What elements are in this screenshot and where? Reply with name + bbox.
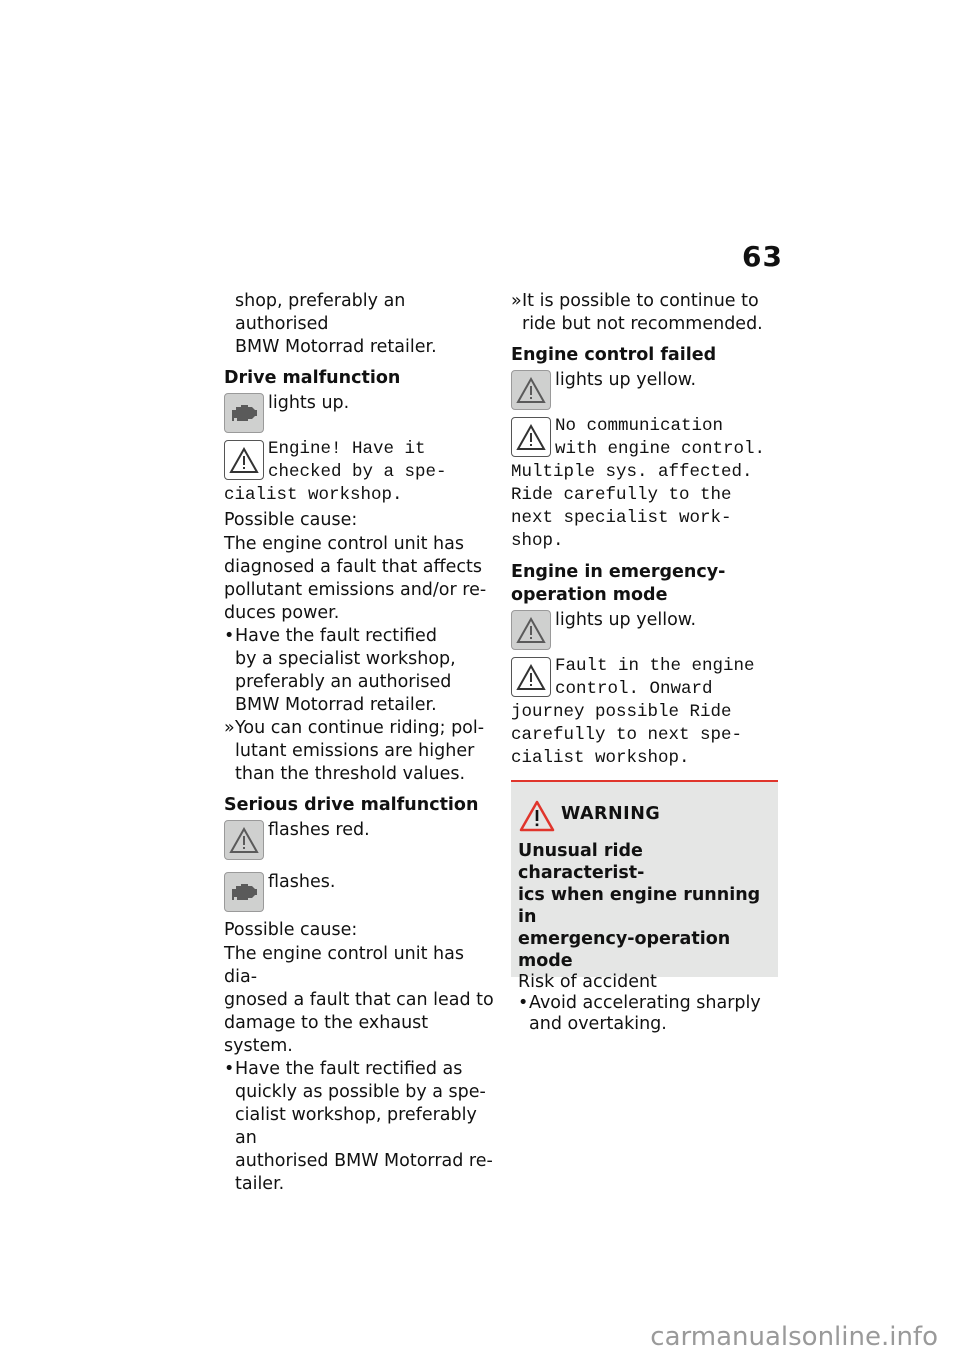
text-line: ride but not recommended. <box>522 314 763 334</box>
engine-indicator-row <box>224 871 494 911</box>
text-line: The engine control unit has dia- <box>224 944 464 987</box>
text-line: damage to the exhaust system. <box>224 1013 429 1056</box>
engine-check-icon <box>224 393 264 433</box>
warning-triangle-outline-icon <box>224 440 264 480</box>
text-line: and overtaking. <box>529 1014 667 1034</box>
action-bullet <box>224 625 494 717</box>
text-line: Have the fault rectified as <box>235 1059 463 1079</box>
text-line: by a specialist workshop, <box>235 649 456 669</box>
text-line: preferably an authorised <box>235 672 452 692</box>
bullet-mark: • <box>224 1059 235 1079</box>
text-line: You can continue riding; pol- <box>235 718 485 738</box>
warning-triangle-red-icon <box>519 800 555 836</box>
action-bullet <box>518 993 773 1035</box>
message-line: No communication <box>555 416 724 436</box>
heading-line: ics when engine running in <box>518 885 761 927</box>
text-line: cialist workshop, preferably an <box>235 1105 477 1148</box>
bullet-mark: • <box>518 993 529 1013</box>
indicator-text: lights up. <box>268 393 350 413</box>
watermark: carmanualsonline.info <box>650 1322 938 1352</box>
text-line: It is possible to continue to <box>522 291 759 311</box>
message-line: cialist workshop. <box>511 748 690 768</box>
text-line: quickly as possible by a spe- <box>235 1082 486 1102</box>
text-line: tailer. <box>235 1174 285 1194</box>
indicator-text: flashes red. <box>268 820 370 840</box>
warning-indicator-row <box>224 819 494 859</box>
warning-body <box>518 840 773 1035</box>
text-line: lutant emissions are higher <box>235 741 475 761</box>
message-line: control. Onward <box>555 679 713 699</box>
continued-text <box>224 290 494 359</box>
text-line: diagnosed a fault that affects <box>224 557 482 577</box>
engine-control-failed-heading: Engine control failed <box>511 345 717 365</box>
indicator-text: lights up yellow. <box>555 610 697 630</box>
message-line: shop. <box>511 531 564 551</box>
text-line: Avoid accelerating sharply <box>529 993 761 1013</box>
message-line: cialist workshop. <box>224 485 403 505</box>
warning-box <box>511 780 778 1034</box>
text-line: pollutant emissions and/or re- <box>224 580 487 600</box>
message-line: checked by a spe- <box>268 462 447 482</box>
cause-text <box>224 533 494 625</box>
warning-title: WARNING <box>561 804 661 824</box>
message-line: next specialist work- <box>511 508 732 528</box>
text-line: The engine control unit has <box>224 534 464 554</box>
result-mark: » <box>224 718 235 738</box>
warning-triangle-outline-icon <box>511 657 551 697</box>
warning-triangle-grey-icon <box>511 370 551 410</box>
result-item <box>224 717 494 786</box>
display-message <box>224 438 494 507</box>
message-line: with engine control. <box>555 439 766 459</box>
cause-label: Possible cause: <box>224 510 358 530</box>
message-line: journey possible Ride <box>511 702 732 722</box>
heading-line: emergency-operation mode <box>518 929 731 971</box>
heading-line: operation mode <box>511 585 668 605</box>
indicator-text: lights up yellow. <box>555 370 697 390</box>
emergency-mode-heading <box>511 561 781 607</box>
cause-text <box>224 943 494 1058</box>
warning-triangle-grey-icon <box>511 610 551 650</box>
left-column <box>224 290 494 1196</box>
warning-indicator-row <box>511 609 781 649</box>
engine-indicator-row <box>224 392 494 432</box>
message-line: Engine! Have it <box>268 439 426 459</box>
heading-line: Engine in emergency- <box>511 562 726 582</box>
action-bullet <box>224 1058 494 1196</box>
message-line: carefully to next spe- <box>511 725 743 745</box>
result-mark: » <box>511 291 522 311</box>
display-message <box>511 655 781 770</box>
warning-triangle-grey-icon <box>224 820 264 860</box>
display-message <box>511 415 781 553</box>
heading-line: Unusual ride characterist- <box>518 841 645 883</box>
message-line: Fault in the engine <box>555 656 755 676</box>
cause-label: Possible cause: <box>224 920 358 940</box>
message-line: Ride carefully to the <box>511 485 732 505</box>
text-line: than the threshold values. <box>235 764 466 784</box>
text-line: BMW Motorrad retailer. <box>235 695 437 715</box>
warning-triangle-outline-icon <box>511 417 551 457</box>
text-line: Have the fault rectified <box>235 626 437 646</box>
risk-text: Risk of accident <box>518 972 657 992</box>
engine-check-icon <box>224 872 264 912</box>
bullet-mark: • <box>224 626 235 646</box>
right-column <box>511 290 781 770</box>
warning-indicator-row <box>511 369 781 409</box>
text-line: authorised BMW Motorrad re- <box>235 1151 493 1171</box>
result-item <box>511 290 781 336</box>
message-line: Multiple sys. affected. <box>511 462 753 482</box>
text-line: gnosed a fault that can lead to <box>224 990 494 1010</box>
text-line: shop, preferably an authorised <box>235 291 406 334</box>
text-line: duces power. <box>224 603 340 623</box>
serious-malfunction-heading: Serious drive malfunction <box>224 795 479 815</box>
drive-malfunction-heading: Drive malfunction <box>224 368 401 388</box>
text-line: BMW Motorrad retailer. <box>235 337 437 357</box>
indicator-text: flashes. <box>268 872 336 892</box>
page-number: 63 <box>742 240 783 273</box>
